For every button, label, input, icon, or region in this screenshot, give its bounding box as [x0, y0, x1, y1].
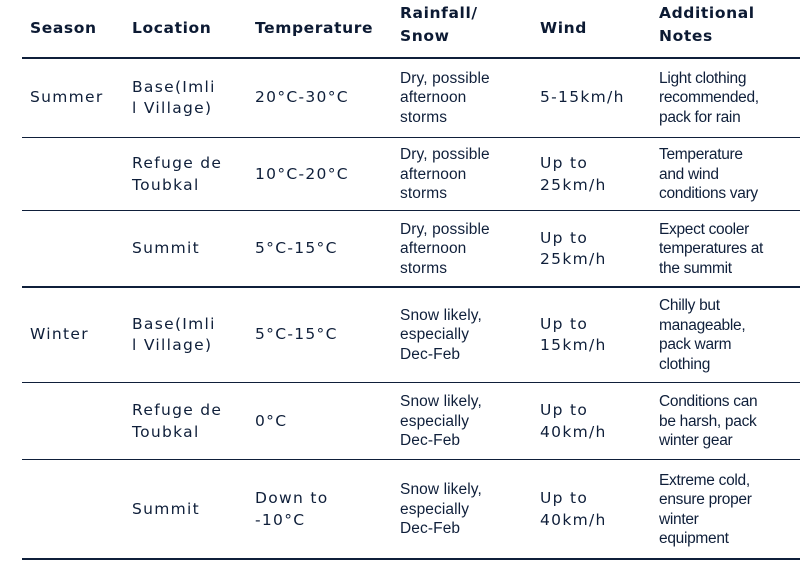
header-location: Location	[132, 19, 212, 37]
table-row	[22, 212, 800, 286]
temperature-cell: 0°C	[255, 411, 288, 430]
header-temperature: Temperature	[255, 19, 374, 37]
temperature-cell: 5°C-15°C	[255, 239, 338, 258]
header-wind: Wind	[540, 19, 587, 37]
rainfall-cell: Dry, possible afternoon storms	[400, 146, 490, 203]
temperature-cell: 20°C-30°C	[255, 88, 349, 107]
rainfall-cell: Snow likely, especially Dec-Feb	[400, 393, 482, 450]
wind-cell: Up to 15km/h	[540, 314, 607, 354]
row-divider	[22, 382, 800, 383]
table-row	[22, 139, 800, 210]
header-season: Season	[30, 19, 97, 37]
table-row	[22, 461, 800, 558]
header-rainfall-snow: Rainfall/ Snow	[400, 4, 478, 45]
table-row	[22, 59, 800, 137]
row-divider	[22, 137, 800, 138]
table-bottom-rule	[22, 558, 800, 560]
season-cell	[30, 461, 130, 558]
rainfall-cell: Dry, possible afternoon storms	[400, 69, 490, 126]
season-cell	[30, 384, 130, 459]
notes-cell: Expect cooler temperatures at the summit	[659, 220, 764, 277]
notes-cell: Temperature and wind conditions vary	[659, 146, 758, 203]
temperature-cell: 10°C-20°C	[255, 164, 349, 183]
table-row	[22, 288, 800, 382]
season-divider	[22, 286, 800, 288]
wind-cell: Up to 40km/h	[540, 489, 607, 529]
notes-cell: Chilly but manageable, pack warm clothing	[659, 297, 746, 373]
header-divider	[22, 57, 800, 59]
temperature-cell: Down to -10°C	[255, 489, 329, 529]
temperature-cell: 5°C-15°C	[255, 325, 338, 344]
season-cell: Winter	[30, 325, 89, 344]
season-cell	[30, 139, 130, 210]
location-cell: Summit	[132, 239, 201, 258]
header-additional-notes: Additional Notes	[659, 4, 755, 45]
notes-cell: Conditions can be harsh, pack winter gear	[659, 393, 758, 450]
rainfall-cell: Snow likely, especially Dec-Feb	[400, 481, 482, 538]
wind-cell: Up to 25km/h	[540, 154, 607, 194]
location-cell: Summit	[132, 499, 201, 518]
wind-cell: Up to 25km/h	[540, 228, 607, 268]
wind-cell: Up to 40km/h	[540, 401, 607, 441]
rainfall-cell: Dry, possible afternoon storms	[400, 220, 490, 277]
location-cell: Refuge de Toubkal	[132, 401, 223, 441]
wind-cell: 5-15km/h	[540, 88, 625, 107]
location-cell: Refuge de Toubkal	[132, 154, 223, 194]
season-cell: Summer	[30, 88, 104, 107]
location-cell: Base(Imli l Village)	[132, 314, 216, 354]
row-divider	[22, 459, 800, 460]
table-row	[22, 384, 800, 459]
notes-cell: Extreme cold, ensure proper winter equipment	[659, 471, 752, 547]
row-divider	[22, 210, 800, 211]
season-cell	[30, 212, 130, 286]
notes-cell: Light clothing recommended, pack for rain	[659, 69, 759, 126]
location-cell: Base(Imli l Village)	[132, 77, 216, 117]
table-header-row	[22, 0, 800, 57]
rainfall-cell: Snow likely, especially Dec-Feb	[400, 306, 482, 363]
